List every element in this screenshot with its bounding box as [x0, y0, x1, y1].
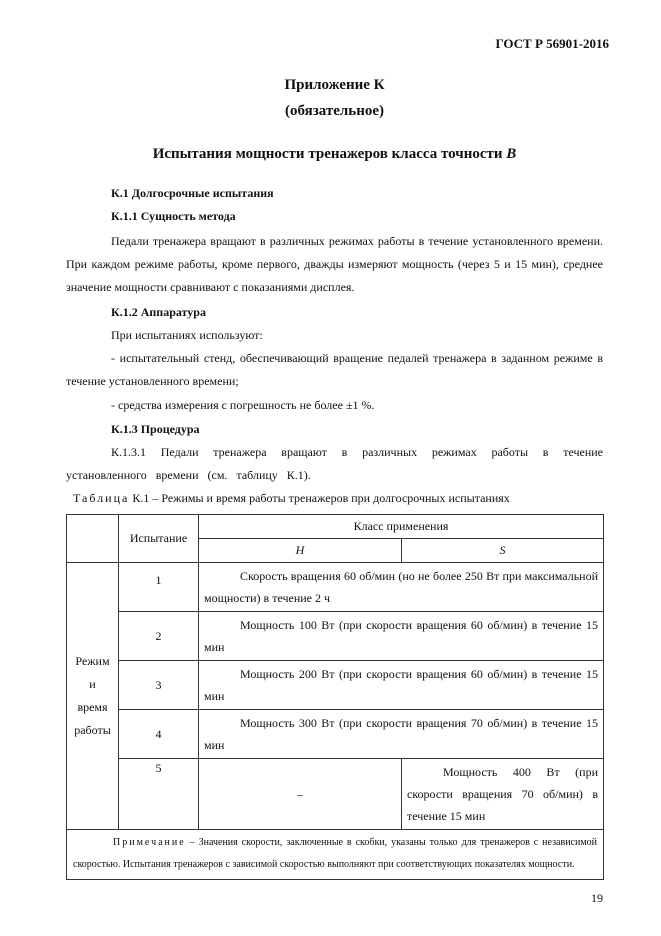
section-k12-intro: При испытаниях используют:	[111, 328, 263, 342]
document-header: ГОСТ Р 56901-2016	[495, 36, 609, 51]
appendix-status: (обязательное)	[284, 103, 385, 119]
section-k1-heading: К.1 Долгосрочные испытания	[111, 186, 274, 200]
section-k131-text: К.1.3.1 Педали тренажера вращают в различных режимах работы в течение установленного времени (см. таблицу К.1).	[66, 445, 603, 482]
section-k12-item2: - средства измерения с погрешность не более ±1 %.	[111, 398, 375, 412]
table-header-test: Испытание	[119, 515, 199, 563]
table-row-text: Мощность 100 Вт (при скорости вращения 60 об/мин) в течение 15 мин	[199, 612, 604, 661]
table-row-text: Скорость вращения 60 об/мин (но не более 250 Вт при максимальной мощности) в течение 2 ч	[199, 563, 604, 612]
modes-table	[66, 514, 604, 880]
table-row-number: 1	[119, 563, 199, 612]
table-note: Примечание – Значения скорости, заключенные в скобки, указаны только для тренажеров с независимой скоростью. Испытания тренажеров с зависимой скоростью выполняют при соответствующих показателях мощности.	[67, 830, 604, 880]
table-header-s: S	[402, 539, 604, 563]
appendix-title: Приложение К	[284, 77, 385, 93]
page-number: 19	[591, 891, 603, 905]
table-header-h: H	[199, 539, 402, 563]
table-row-number: 2	[119, 612, 199, 661]
section-k13-heading: К.1.3 Процедура	[111, 422, 200, 436]
table-row-number: 3	[119, 661, 199, 710]
section-k12-heading: К.1.2 Аппаратура	[111, 305, 206, 319]
table-caption: Таблица К.1 – Режимы и время работы тренажеров при долгосрочных испытаниях	[73, 491, 510, 505]
section-k12-item1: - испытательный стенд, обеспечивающий вращение педалей тренажера в заданном режиме в течение установленного времени;	[66, 351, 603, 388]
table-row-number: 4	[119, 710, 199, 759]
table-row-s-text: Мощность 400 Вт (при скорости вращения 70 об/мин) в течение 15 мин	[402, 759, 604, 830]
table-row-h-empty: –	[199, 759, 402, 830]
table-row-group-label: Режим и время работы	[67, 563, 119, 830]
section-k11-text: Педали тренажера вращают в различных режимах работы в течение установленного времени. При каждом режиме работы, кроме первого, дважды измеряют мощность (через 5 и 15 мин), среднее значение мощности сравнивают с показаниями дисплея.	[66, 234, 603, 294]
table-row-text: Мощность 300 Вт (при скорости вращения 70 об/мин) в течение 15 мин	[199, 710, 604, 759]
table-row-number: 5	[119, 759, 199, 830]
section-k11-heading: К.1.1 Сущность метода	[111, 209, 236, 223]
table-corner-cell	[67, 515, 119, 563]
table-row-text: Мощность 200 Вт (при скорости вращения 60 об/мин) в течение 15 мин	[199, 661, 604, 710]
appendix-main-title: Испытания мощности тренажеров класса точности B	[152, 146, 517, 162]
table-header-class: Класс применения	[199, 515, 604, 539]
